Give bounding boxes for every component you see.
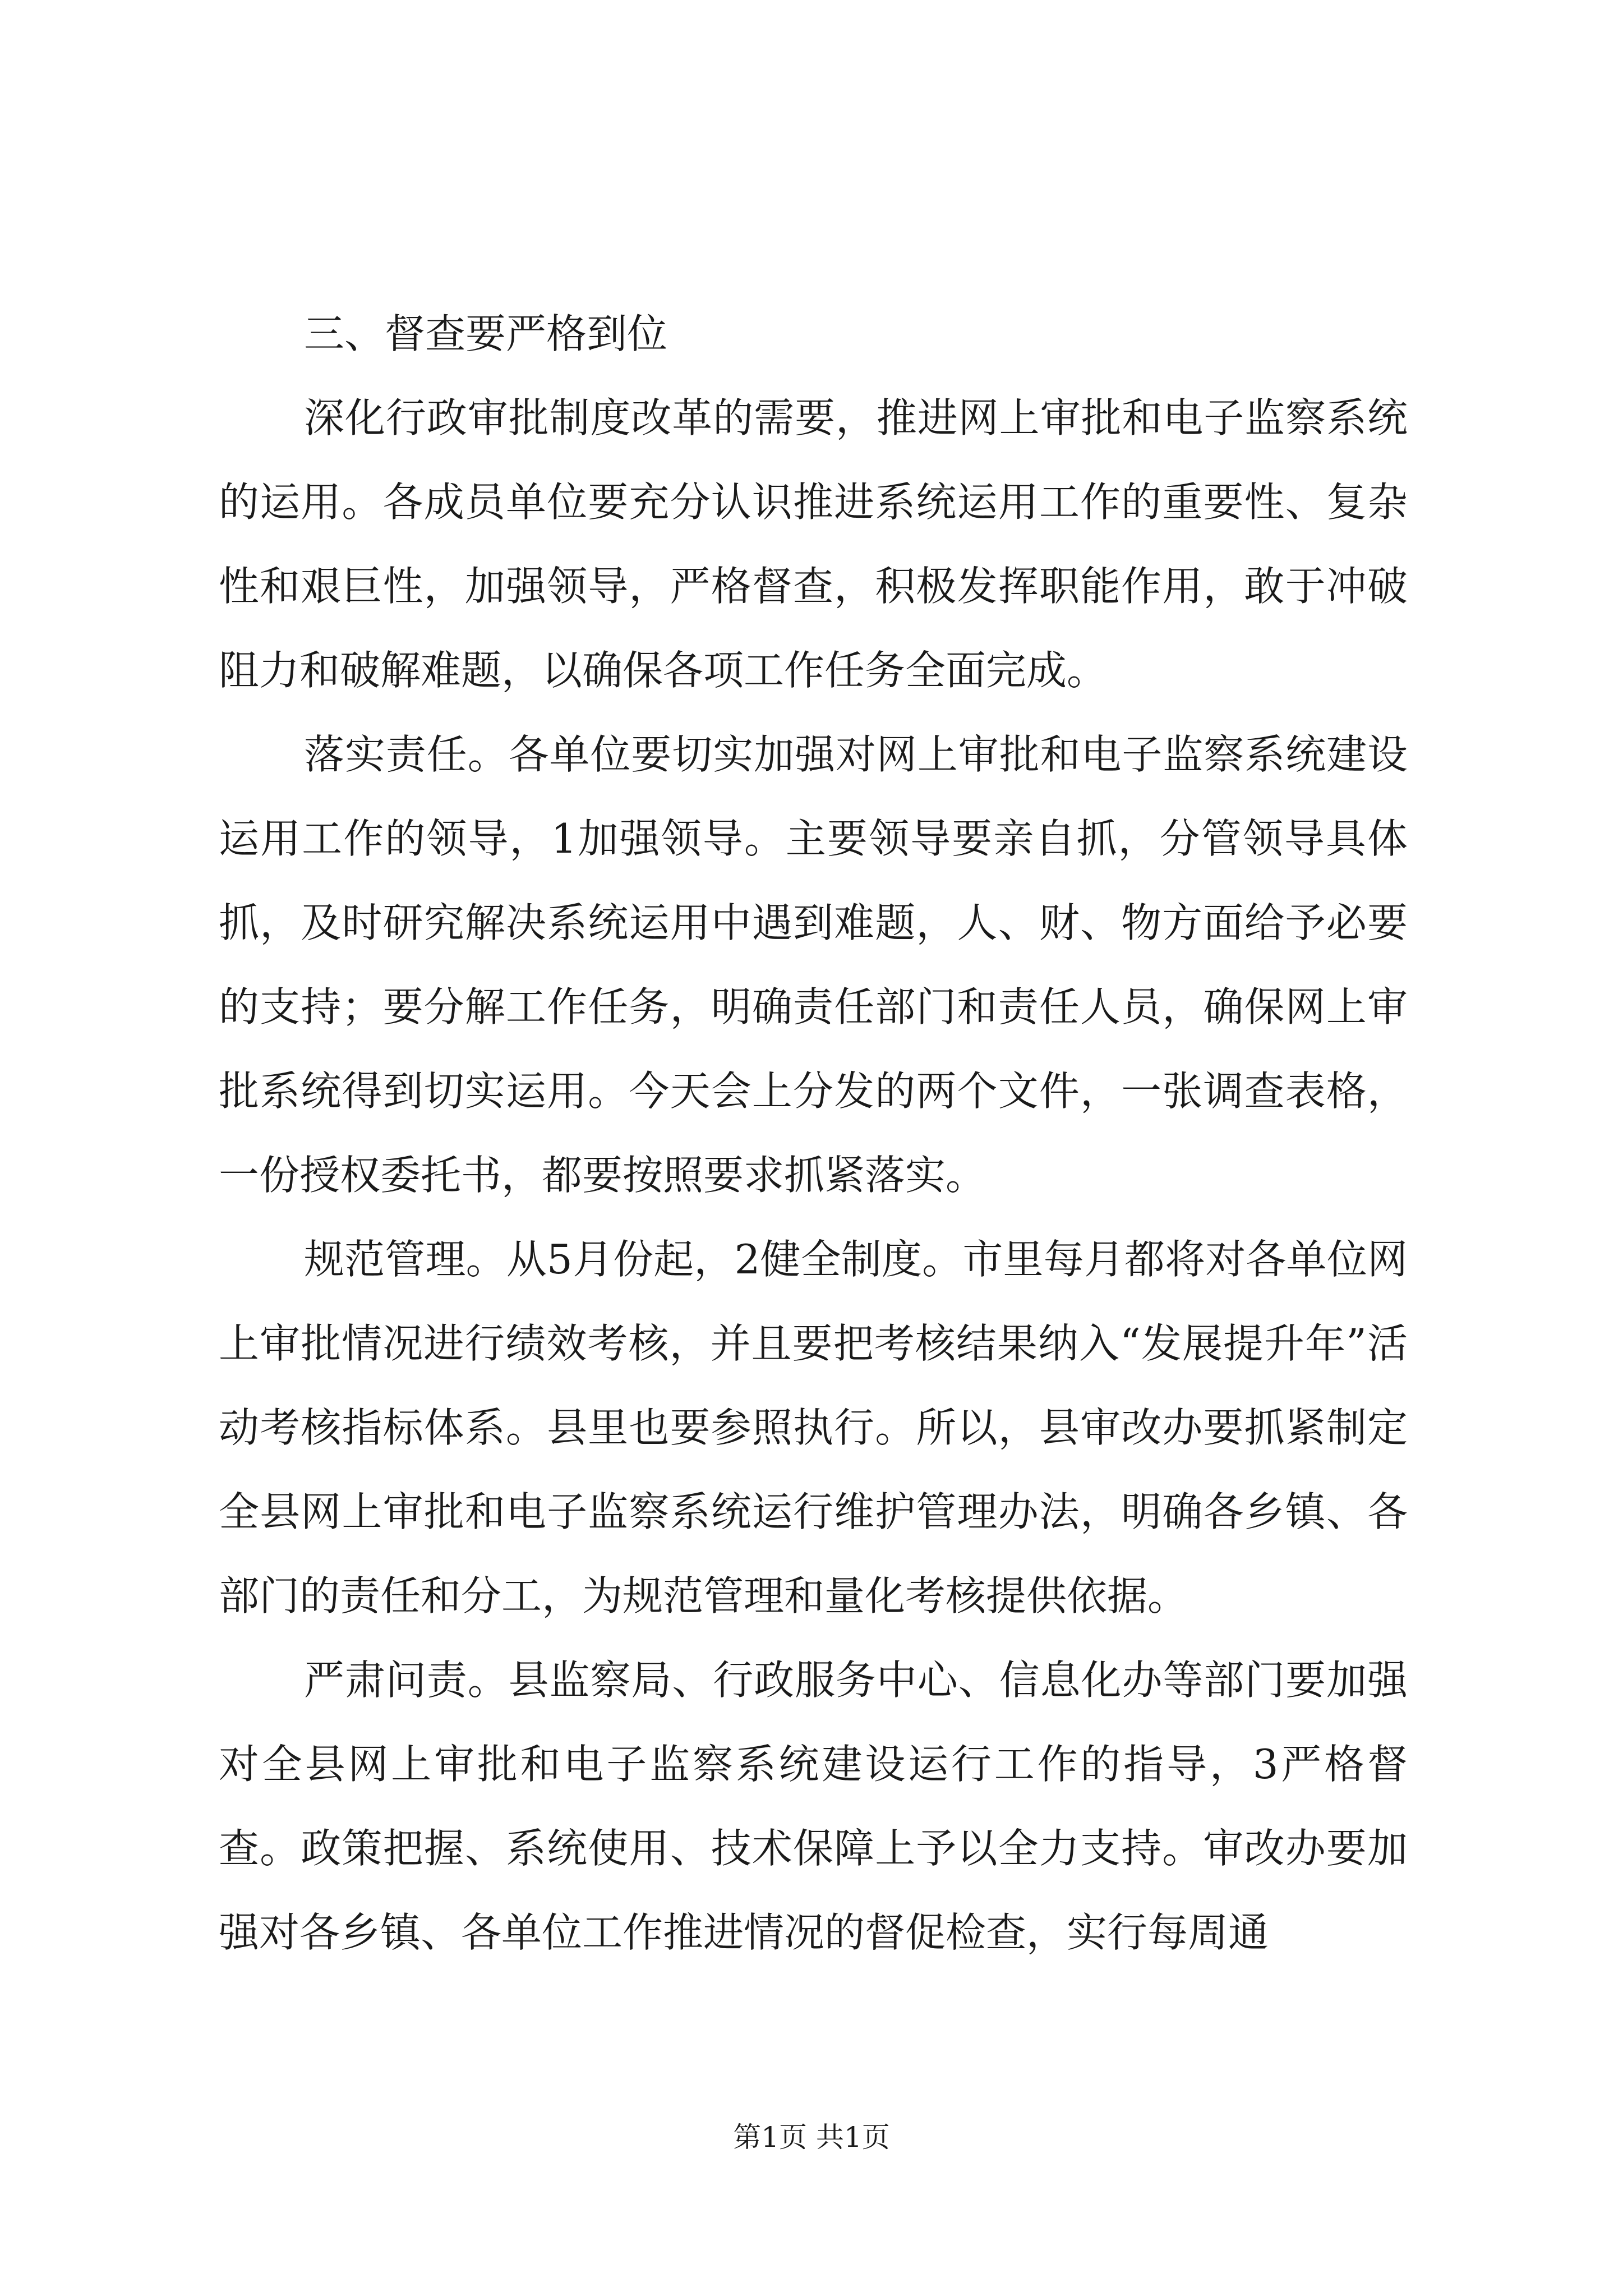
document-body [219, 292, 1408, 1975]
paragraph-intro: 深化行政审批制度改革的需要，推进网上审批和电子监察系统的运用。各成员单位要充分认识推进系统运用工作的重要性、复杂性和艰巨性，加强领导，严格督查，积极发挥职能作用，敢于冲破阻力和破解难题，以确保各项工作任务全面完成。 [219, 394, 1408, 694]
paragraph-responsibility: 落实责任。各单位要切实加强对网上审批和电子监察系统建设运用工作的领导，1加强领导。主要领导要亲自抓，分管领导具体抓，及时研究解决系统运用中遇到难题，人、财、物方面给予必要的支持；要分解工作任务，明确责任部门和责任人员，确保网上审批系统得到切实运用。今天会上分发的两个文件，一张调查表格，一份授权委托书，都要按照要求抓紧落实。 [219, 731, 1408, 1199]
page-footer: 第1页 共1页 [733, 2121, 890, 2154]
paragraph-management: 规范管理。从5月份起，2健全制度。市里每月都将对各单位网上审批情况进行绩效考核，并且要把考核结果纳入“发展提升年”活动考核指标体系。县里也要参照执行。所以，县审改办要抓紧制定全县网上审批和电子监察系统运行维护管理办法，明确各乡镇、各部门的责任和分工，为规范管理和量化考核提供依据。 [219, 1236, 1408, 1619]
section-heading: 三、督查要严格到位 [304, 310, 668, 357]
paragraph-accountability: 严肃问责。县监察局、行政服务中心、信息化办等部门要加强对全县网上审批和电子监察系统建设运行工作的指导，3严格督查。政策把握、系统使用、技术保障上予以全力支持。审改办要加强对各乡镇、各单位工作推进情况的督促检查，实行每周通 [219, 1657, 1408, 1956]
